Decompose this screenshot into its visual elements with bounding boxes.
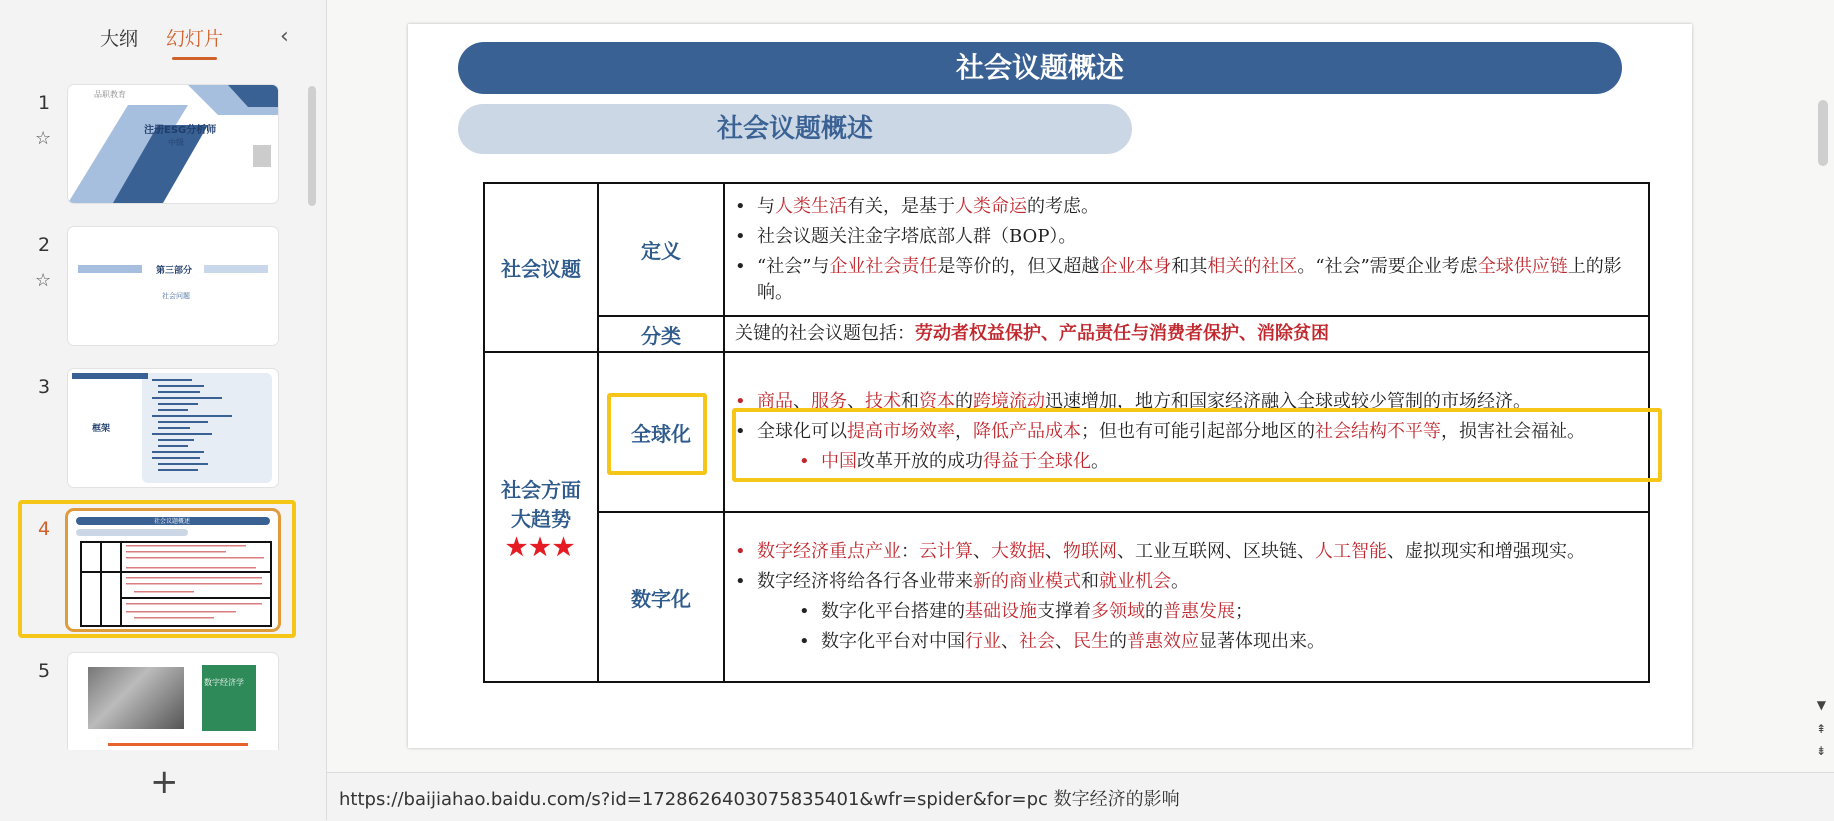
thumbnail-list <box>0 80 310 750</box>
slide-thumbnail[interactable] <box>68 653 278 750</box>
canvas-scrollbar[interactable] <box>1818 100 1828 166</box>
thumbnail-lines <box>68 511 278 629</box>
slide-thumbnail[interactable] <box>68 369 278 487</box>
slide[interactable] <box>408 24 1692 748</box>
thumb-caption <box>108 743 248 746</box>
list-item: • 全球化可以提高市场效率，降低产品成本；但也有可能引起部分地区的社会结构不平等，损害社会福祉。 <box>735 421 1585 442</box>
thumb-text: 框架 <box>92 424 111 434</box>
list-item: • 商品、服务、技术和资本的跨境流动迅速增加，地方和国家经济融入全球或较少管制的市场经济。 <box>735 391 1531 412</box>
url-bar[interactable] <box>327 772 1834 821</box>
slide-thumbnail[interactable] <box>68 85 278 203</box>
rating-stars: ★★★ <box>505 531 577 561</box>
thumbnail-item-5[interactable] <box>0 648 310 750</box>
thumb-book <box>202 665 256 731</box>
slide-number: 3 <box>37 376 51 398</box>
slide-title: 社会议题概述 <box>458 42 1622 94</box>
sidebar-tabs <box>100 24 223 51</box>
slide-subtitle: 社会议题概述 <box>458 104 1132 154</box>
category-cell: 关键的社会议题包括：劳动者权益保护、产品责任与消费者保护、消除贫困 <box>724 316 1649 352</box>
row-label-social-issues: 社会议题 <box>484 183 598 352</box>
label-category: 分类 <box>598 316 724 352</box>
list-item: • 中国改革开放的成功得益于全球化。 <box>799 451 1109 472</box>
thumb-text: 品职教育 <box>94 90 126 99</box>
slides-sidebar <box>0 0 327 820</box>
thumb-bar <box>204 265 268 273</box>
page-up-icon[interactable]: ⇞ <box>1815 722 1826 736</box>
url-text[interactable]: https://baijiahao.baidu.com/s?id=1728626403075835401&wfr=spider&for=pc 数字经济的影响 <box>339 789 1180 810</box>
label-globalization: 全球化 <box>598 352 724 512</box>
star-icon[interactable]: ☆ <box>35 128 52 149</box>
thumbnail-item-4[interactable] <box>0 506 310 630</box>
megatrends-label: 社会方面大趋势 <box>501 477 581 531</box>
thumb-bar <box>78 265 142 273</box>
list-item: • 与人类生活有关，是基于人类命运的考虑。 <box>735 195 1099 217</box>
slide-number: 4 <box>37 518 51 540</box>
add-slide-button[interactable]: + <box>150 762 179 802</box>
label-digitalization: 数字化 <box>598 512 724 682</box>
digitalization-cell <box>724 512 1649 682</box>
slide-thumbnail-selected[interactable] <box>68 511 278 629</box>
thumbnail-item-2[interactable] <box>0 222 310 346</box>
list-item: • 社会议题关注金字塔底部人群（BOP）。 <box>735 225 1077 247</box>
thumbnail-item-3[interactable] <box>0 364 310 488</box>
scroll-down-icon[interactable]: ▼ <box>1816 698 1826 712</box>
thumb-text: 数字经济学 <box>204 678 244 687</box>
list-item: • 数字经济重点产业：云计算、大数据、物联网、工业互联网、区块链、人工智能、虚拟现实和增强现实。 <box>735 541 1585 562</box>
thumb-text: 社会议题概述 <box>154 518 191 525</box>
tab-outline[interactable]: 大纲 <box>100 28 139 50</box>
list-item: • 数字化平台搭建的基础设施支撑着多领域的普惠发展； <box>799 601 1253 622</box>
thumbnail-lines <box>68 369 278 487</box>
thumbnail-item-1[interactable] <box>0 80 310 204</box>
star-icon[interactable]: ☆ <box>35 270 52 291</box>
slide-number: 1 <box>37 92 51 114</box>
list-item: • 数字化平台对中国行业、社会、民生的普惠效应显著体现出来。 <box>799 631 1325 652</box>
slide-thumbnail[interactable] <box>68 227 278 345</box>
annotation-highlight-globalization-label <box>607 393 707 475</box>
tab-slides[interactable]: 幻灯片 <box>166 24 223 51</box>
thumb-text: 中级 <box>168 138 184 147</box>
annotation-highlight-globalization-bullet <box>732 408 1662 482</box>
slide-number: 2 <box>37 234 51 256</box>
slide-number: 5 <box>37 660 51 682</box>
thumb-text: 注册ESG分析师 <box>144 125 217 136</box>
list-item: • “社会”与企业社会责任是等价的，但又超越企业本身和其相关的社区。“社会”需要企业考虑全球供应链上的影响。 <box>735 255 1622 303</box>
thumb-photo <box>88 667 184 729</box>
page-down-icon[interactable]: ⇟ <box>1815 744 1826 758</box>
row-label-megatrends <box>484 352 598 682</box>
label-definition: 定义 <box>598 183 724 316</box>
sidebar-scrollbar[interactable] <box>308 86 316 206</box>
definition-cell <box>724 183 1649 316</box>
list-item: • 数字经济将给各行各业带来新的商业模式和就业机会。 <box>735 571 1189 592</box>
thumb-text: 社会问题 <box>162 292 190 300</box>
thumb-text: 第三部分 <box>156 266 193 276</box>
chevron-left-icon[interactable]: ‹ <box>280 24 289 49</box>
